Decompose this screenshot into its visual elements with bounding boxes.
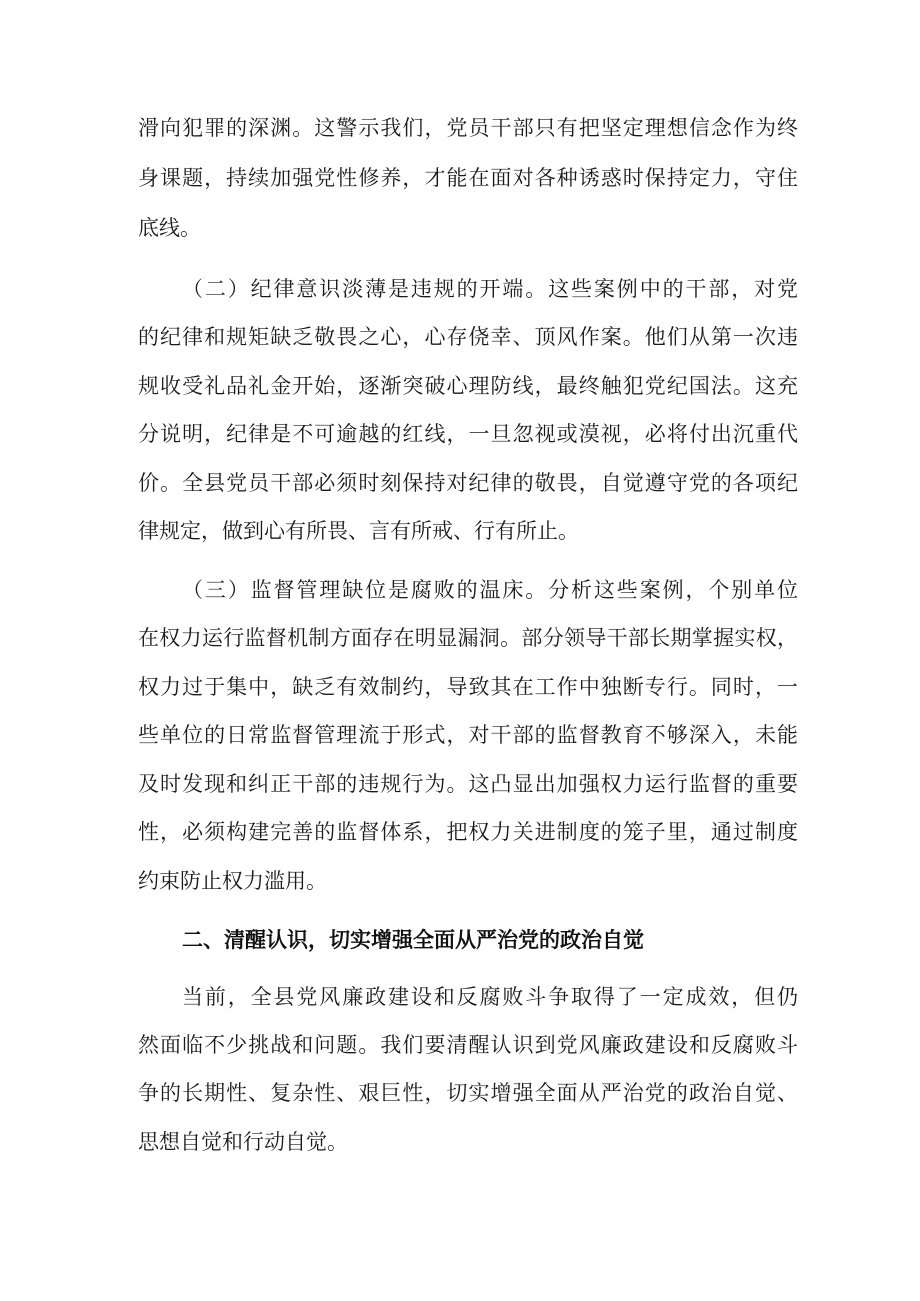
text-line: 分说明，纪律是不可逾越的红线，一旦忽视或漠视，必将付出沉重代: [138, 422, 798, 446]
text-line: 争的长期性、复杂性、艰巨性，切实增强全面从严治党的政治自觉、: [138, 1081, 798, 1105]
text-line: 约束防止权力滥用。: [138, 869, 327, 893]
text-line: 的纪律和规矩缺乏敬畏之心，心存侥幸、顶风作案。他们从第一次违: [138, 325, 798, 349]
text-line: 当前，全县党风廉政建设和反腐败斗争取得了一定成效，但仍: [182, 985, 798, 1009]
text-line: 及时发现和纠正干部的违规行为。这凸显出加强权力运行监督的重要: [138, 772, 798, 796]
text-line: 思想自觉和行动自觉。: [138, 1130, 348, 1154]
text-line: 性，必须构建完善的监督体系，把权力关进制度的笼子里，通过制度: [138, 820, 798, 844]
text-line: 然面临不少挑战和问题。我们要清醒认识到党风廉政建设和反腐败斗: [138, 1033, 798, 1057]
text-line: 些单位的日常监督管理流于形式，对干部的监督教育不够深入，未能: [138, 723, 798, 747]
text-line: 规收受礼品礼金开始，逐渐突破心理防线，最终触犯党纪国法。这充: [138, 374, 798, 398]
text-line: （三）监督管理缺位是腐败的温床。分析这些案例，个别单位: [182, 578, 798, 602]
text-line: 权力过于集中，缺乏有效制约，导致其在工作中独断专行。同时，一: [138, 675, 798, 699]
section-heading: 二、清醒认识，切实增强全面从严治党的政治自觉: [182, 928, 644, 952]
text-line: 底线。: [138, 216, 201, 240]
text-line: （二）纪律意识淡薄是违规的开端。这些案例中的干部，对党: [182, 277, 798, 301]
text-line: 律规定，做到心有所畏、言有所戒、行有所止。: [138, 519, 579, 543]
text-line: 价。全县党员干部必须时刻保持对纪律的敬畏，自觉遵守党的各项纪: [138, 471, 798, 495]
text-line: 身课题，持续加强党性修养，才能在面对各种诱惑时保持定力，守住: [138, 166, 798, 190]
text-line: 滑向犯罪的深渊。这警示我们，党员干部只有把坚定理想信念作为终: [138, 116, 798, 140]
text-line: 在权力运行监督机制方面存在明显漏洞。部分领导干部长期掌握实权，: [138, 626, 798, 650]
